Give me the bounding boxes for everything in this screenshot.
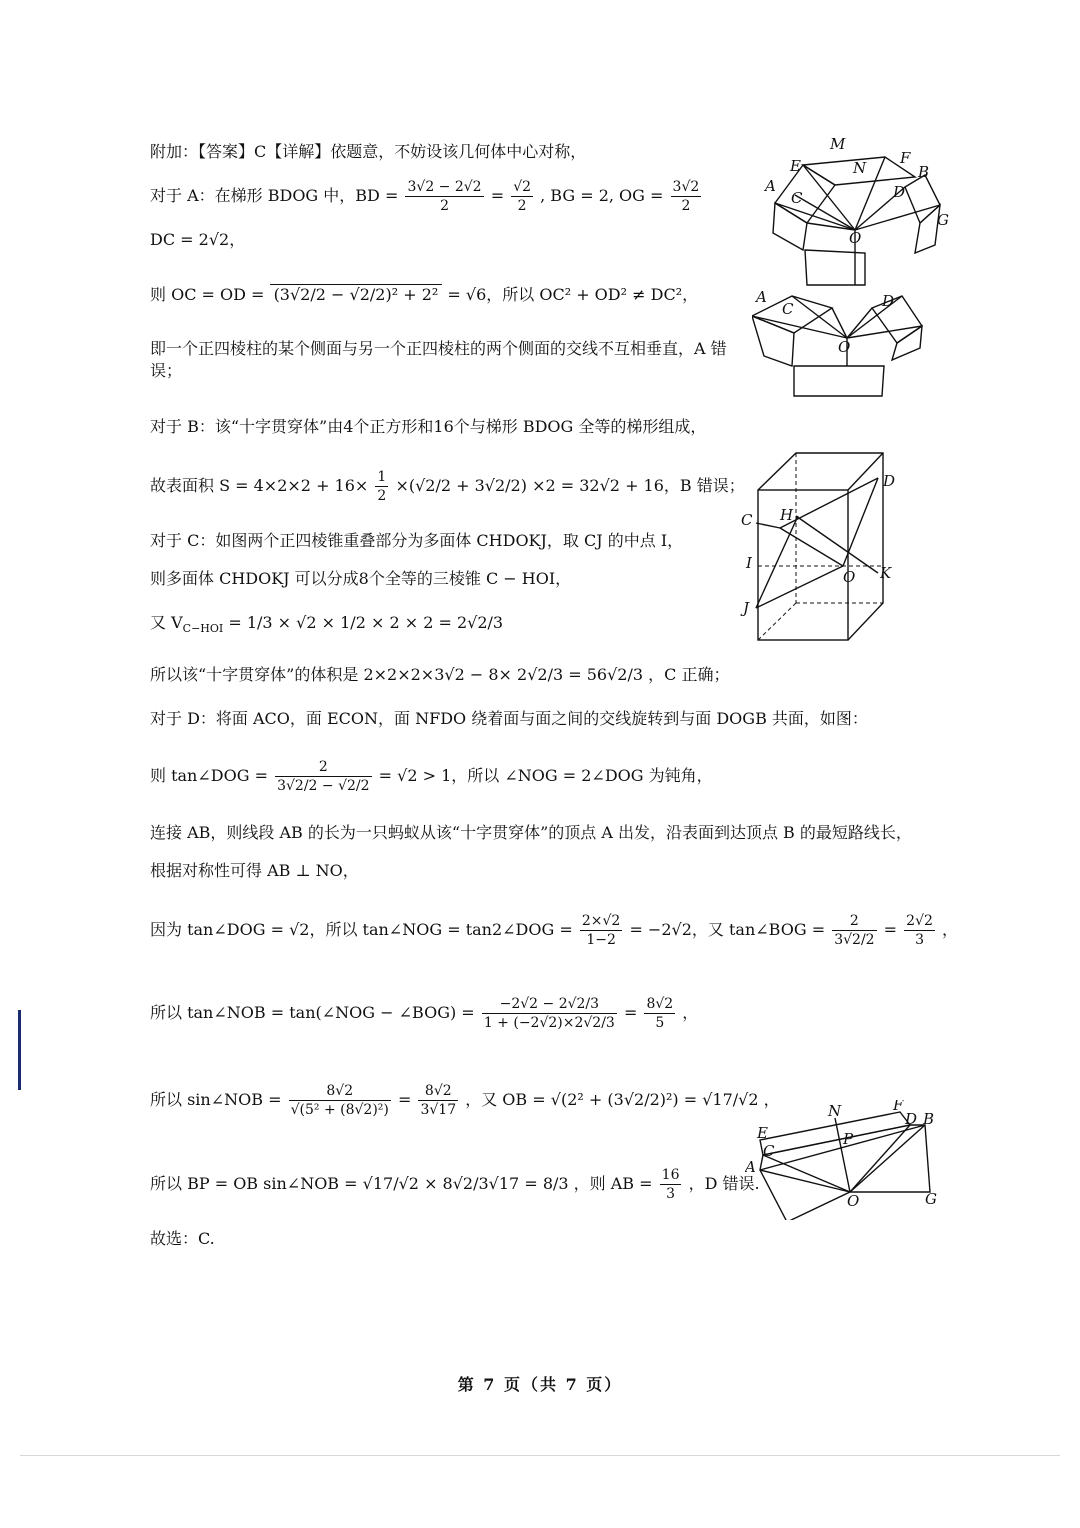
fig2-label-O: O bbox=[838, 338, 851, 356]
fig4-label-O: O bbox=[847, 1192, 860, 1210]
line-d-4: 根据对称性可得 AB ⊥ NO， bbox=[150, 861, 359, 880]
line-d-8: 所以 BP = OB sin∠NOB = √17/√2 × 8√2/3√17 = 8/3 ，则 AB = $\frac{16}{3}$ ，D 错误. bbox=[150, 1167, 760, 1202]
frac-bd-2: $\frac{√2}{2}$ bbox=[513, 179, 532, 214]
frac-og: $\frac{3√2}{2}$ bbox=[672, 179, 700, 214]
fig3-label-C: C bbox=[741, 511, 753, 529]
line-a-3: 则 OC = OD = (3√2/2 − √2/2)² + 2² = √6，所以 OC² + OD² ≠ DC²， bbox=[150, 285, 699, 304]
fig1-label-D: D bbox=[893, 183, 906, 201]
line-c-1: 对于 C：如图两个正四棱锥重叠部分为多面体 CHDOKJ，取 CJ 的中点 I， bbox=[150, 531, 684, 550]
line-c-2: 则多面体 CHDOKJ 可以分成8个全等的三棱锥 C − HOI， bbox=[150, 569, 572, 588]
bp-expr: √17/√2 × 8√2/3√17 = 8/3 bbox=[362, 1174, 569, 1193]
fig1-label-O: O bbox=[849, 229, 862, 247]
line-final: 故选：C. bbox=[150, 1229, 215, 1248]
fig4-label-B: B bbox=[923, 1110, 935, 1128]
frac-half: $\frac{1}{2}$ bbox=[377, 469, 387, 504]
fig3-label-I: I bbox=[746, 554, 752, 572]
fig1-label-F: F bbox=[900, 149, 911, 167]
ob-expr: √(2² + (3√2/2)²) = √17/√2 bbox=[550, 1090, 759, 1109]
fig1-label-G: G bbox=[937, 211, 949, 229]
fig2-label-A: A bbox=[756, 288, 767, 306]
line-d-7: 所以 sin∠NOB = $\frac{8√2}{\text{√(5² + (8√2)²)}}$ = $\frac{8√2}{3√17}$ ，又 OB = √(2² + (3√2/2)²) = √17/√2 ， bbox=[150, 1083, 780, 1118]
figure-cross-prism-1 bbox=[755, 135, 955, 295]
bottom-rule bbox=[20, 1455, 1060, 1456]
line-b-1: 对于 B：该“十字贯穿体”由4个正方形和16个与梯形 BDOG 全等的梯形组成， bbox=[150, 417, 707, 436]
fig2-label-C: C bbox=[782, 300, 794, 318]
frac-ab: $\frac{16}{3}$ bbox=[661, 1167, 680, 1202]
frac-tan-nog: $\frac{2\times√2}{1-2}$ bbox=[581, 913, 621, 948]
sqrt-oc: (3√2/2 − √2/2)² + 2² bbox=[270, 284, 443, 304]
fig1-label-C: C bbox=[791, 189, 803, 207]
line-d-5: 因为 tan∠DOG = √2，所以 tan∠NOG = tan2∠DOG = $\frac{2\times√2}{1-2}$ = −2√2，又 tan∠BOG = $\frac{2}{3√2/2}$ = $\frac{2√2}{3}$ ， bbox=[150, 913, 959, 948]
fig3-label-D: D bbox=[883, 472, 896, 490]
s-paren: (√2/2 + 3√2/2) bbox=[408, 476, 527, 495]
fig1-label-A: A bbox=[765, 177, 776, 195]
page-footer: 第 7 页（共 7 页） bbox=[457, 1375, 623, 1394]
figure-cross-prism-2 bbox=[752, 288, 932, 398]
frac-tan-nob-2: $\frac{8√2}{5}$ bbox=[646, 996, 674, 1031]
fig1-label-N: N bbox=[853, 159, 867, 177]
frac-bd: $\frac{3√2 - 2√2}{2}$ bbox=[407, 179, 482, 214]
line-d-3: 连接 AB，则线段 AB 的长为一只蚂蚁从该“十字贯穿体”的顶点 A 出发，沿表面到达顶点 B 的最短路线长， bbox=[150, 823, 912, 842]
line-c-3: 又 $V_{C-HOI} = 1/3 \times √2 \times 1/2 \times 2 \times 2 = 2√2/3$ bbox=[150, 613, 504, 636]
frac-tan-nob: $\frac{-2√2 - 2√2/3}{1 + (-2√2)\times 2√2/3}$ bbox=[483, 996, 615, 1031]
fig4-label-G: G bbox=[925, 1190, 937, 1208]
scan-edge-mark bbox=[18, 1010, 21, 1090]
line-answer-header: 附加：【答案】C【详解】依题意，不妨设该几何体中心对称， bbox=[150, 142, 587, 161]
fig4-label-N: N bbox=[828, 1102, 842, 1120]
fig4-label-P: P bbox=[843, 1130, 854, 1148]
fig3-label-K: K bbox=[880, 564, 892, 582]
v-expr: 1/3 × √2 × 1/2 × 2 × 2 = 2√2/3 bbox=[246, 613, 504, 632]
line-c-4: 所以该“十字贯穿体”的体积是 2×2×2×3√2 − 8× 2√2/3 = 56√2/3 ，C 正确； bbox=[150, 665, 730, 684]
line-a-1-post: , BG = 2, OG = bbox=[540, 186, 664, 205]
fig1-label-E: E bbox=[790, 157, 801, 175]
vol-expr: 2√2/3 = 56√2/3 bbox=[517, 665, 644, 684]
line-d-6: 所以 tan∠NOB = tan(∠NOG − ∠BOG) = $\frac{-2√2 - 2√2/3}{1 + (-2√2)\times 2√2/3}$ = $\frac{8√2}{5}$ ， bbox=[150, 996, 699, 1031]
frac-sin-nob-2: $\frac{8√2}{3√17}$ bbox=[420, 1083, 457, 1118]
line-a-1-pre: 对于 A：在梯形 BDOG 中，BD = bbox=[150, 186, 399, 205]
fig4-label-F: F bbox=[893, 1100, 904, 1114]
frac-tan-dog: $\frac{2}{3√2/2 - √2/2}$ bbox=[277, 759, 370, 794]
line-d-2: 则 tan∠DOG = $\frac{2}{3√2/2 - √2/2}$ = √2 > 1，所以 ∠NOG = 2∠DOG 为钝角， bbox=[150, 759, 713, 794]
frac-sin-nob: $\frac{8√2}{\text{√(5² + (8√2)²)}}$ bbox=[290, 1083, 389, 1118]
fig3-label-O: O bbox=[843, 568, 856, 586]
fig4-label-D: D bbox=[905, 1110, 918, 1128]
fig2-label-D: D bbox=[882, 292, 895, 310]
line-d-1: 对于 D：将面 ACO，面 ECON，面 NFDO 绕着面与面之间的交线旋转到与面 DOGB 共面，如图： bbox=[150, 709, 868, 728]
line-a-1: 对于 A：在梯形 BDOG 中，BD = $\frac{3√2 - 2√2}{2}$ = $\frac{√2}{2}$ , BG = 2, OG = $\frac{3√2}{2}$ bbox=[150, 179, 700, 214]
figure-unfolded bbox=[745, 1100, 945, 1220]
fig4-label-A: A bbox=[745, 1158, 756, 1176]
fig3-label-H: H bbox=[780, 506, 794, 524]
fig1-label-M: M bbox=[830, 135, 846, 153]
fig3-label-J: J bbox=[743, 599, 750, 617]
figure-box-pyramids bbox=[738, 448, 908, 648]
fig1-label-B: B bbox=[918, 163, 930, 181]
fig4-label-C: C bbox=[763, 1142, 775, 1160]
frac-tan-bog-2: $\frac{2√2}{3}$ bbox=[906, 913, 933, 948]
line-a-4: 即一个正四棱柱的某个侧面与另一个正四棱柱的两个侧面的交线不互相垂直，A 错误； bbox=[150, 339, 727, 380]
line-b-2: 故表面积 S = 4×2×2 + 16× $\frac{1}{2}$ ×(√2/2 + 3√2/2) ×2 = 32√2 + 16，B 错误； bbox=[150, 469, 745, 504]
frac-tan-bog: $\frac{2}{3√2/2}$ bbox=[834, 913, 875, 948]
line-a-2: DC = 2√2， bbox=[150, 230, 246, 249]
fig4-label-E: E bbox=[757, 1124, 768, 1142]
